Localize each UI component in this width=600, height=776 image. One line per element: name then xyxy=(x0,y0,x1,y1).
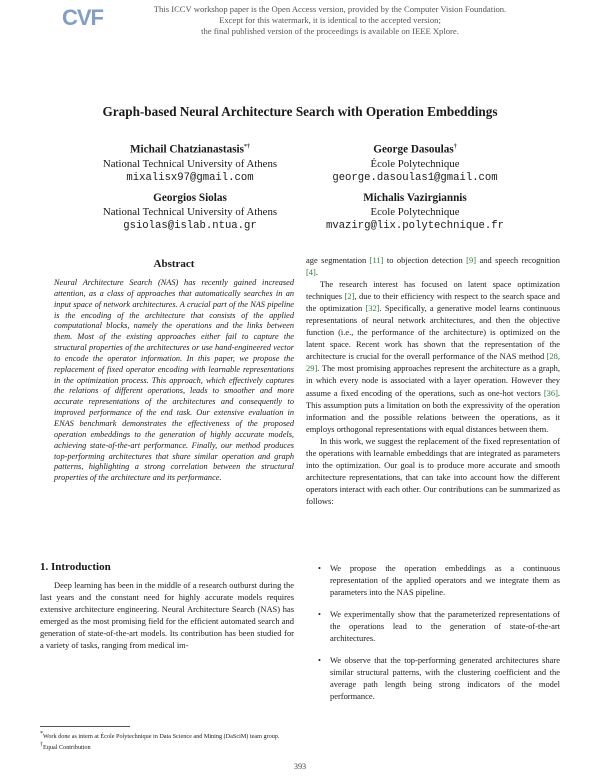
footnotes xyxy=(40,730,300,753)
intro-paragraph: Deep learning has been in the middle of a research outburst during the last years and the constant need for highly accurate models requires extensive architecture engineering. Neural Architecture Search (NAS) has emerged as the most promising field for the efficient automated search and generation of state-of-the-art models. Its contribution has been studied for a variety of tasks, ranging from medical im- xyxy=(40,580,294,651)
open-access-notice xyxy=(120,4,540,37)
citation-link[interactable]: [32] xyxy=(365,303,380,314)
notice-line: This ICCV workshop paper is the Open Access version, provided by the Computer Vision Foundation. xyxy=(153,4,507,14)
citation-link[interactable]: [2] xyxy=(344,291,355,302)
author-block xyxy=(290,191,540,233)
page-number: 393 xyxy=(293,762,307,771)
author-email: mixalisx97@gmail.com xyxy=(126,171,254,184)
intro-heading: 1. Introduction xyxy=(40,561,111,573)
author-affiliation: Ecole Polytechnique xyxy=(370,206,460,218)
author-marks: † xyxy=(453,144,457,150)
author-name: Michalis Vazirgiannis xyxy=(363,192,467,204)
abstract-heading: Abstract xyxy=(153,258,195,270)
notice-line: the final published version of the proceedings is available on IEEE Xplore. xyxy=(201,26,459,36)
cvf-logo: CVF xyxy=(62,5,103,30)
footnote: *Work done as intern at École Polytechnique in Data Science and Mining (DaSciM) team group. xyxy=(40,731,280,741)
author-affiliation: National Technical University of Athens xyxy=(102,157,278,170)
author-block xyxy=(70,140,310,185)
right-column xyxy=(306,254,560,507)
author-email: george.dasoulas1@gmail.com xyxy=(332,171,498,184)
right-paragraph-3: In this work, we suggest the replacement of the fixed representation of the operations with learnable embeddings that are integrated as parameters into the optimization. Our goal is to produce more accurate and smooth architecture representations, that can take into account how the different operators interact with each other. Our contributions can be summarized as follows: xyxy=(306,435,560,506)
paper-title: Graph-based Neural Architecture Search with Operation Embeddings xyxy=(102,104,498,119)
citation-link[interactable]: [4] xyxy=(306,267,316,278)
author-marks: *† xyxy=(244,144,251,150)
abstract-text: Neural Architecture Search (NAS) has recently gained increased attention, as a class of approaches that automatically searches in an input space of network architectures. A crucial part of the NAS pipeline is the encoding of the architecture that consists of the applied computational blocks, namely the operations and the links between them. Most of the existing approaches either fail to capture the structural properties of the architectures or use hand-engineered vector to encode the operator information. In this paper, we propose the replacement of fixed operator encoding with learnable representations in the optimization process. This approach, which effectively captures the relations of different operations, leads to smoother and more accurate representations of the architectures and consequently to improved performance of the end task. Our extensive evaluation in ENAS benchmark demonstrates the effectiveness of the proposed operation embeddings to the generation of highly accurate models, achieving state-of-the-art performance. Finally, our method produces top-performing architectures that share similar operation and graph patterns, highlighting a strong correlation between the structural properties of the architecture and its performance. xyxy=(54,278,294,483)
list-item: • We observe that the top-performing generated architectures share similar structural patterns, with the clustering coefficient and the average path length being strong indicators of the model performance. xyxy=(318,655,560,702)
citation-link[interactable]: [9] xyxy=(466,255,477,265)
author-email: gsiolas@islab.ntua.gr xyxy=(123,220,257,232)
contributions-list xyxy=(306,562,560,712)
author-affiliation: École Polytechnique xyxy=(370,157,460,170)
author-block xyxy=(290,140,540,185)
author-name: Michail Chatzianastasis xyxy=(129,143,245,156)
author-block xyxy=(70,191,310,233)
author-email: mvazirg@lix.polytechnique.fr xyxy=(325,220,504,232)
author-name: Georgios Siolas xyxy=(153,192,227,204)
footnote: †Equal Contribution xyxy=(40,742,91,752)
citation-link[interactable]: [28, 29] xyxy=(306,351,560,374)
citation-link[interactable]: [11] xyxy=(369,255,384,265)
author-affiliation: National Technical University of Athens xyxy=(102,206,278,218)
bullet-icon: • xyxy=(318,563,321,573)
bullet-icon: • xyxy=(318,609,321,620)
citation-link[interactable]: [36] xyxy=(543,387,558,398)
bullet-icon: • xyxy=(318,655,321,666)
list-item: • We propose the operation embeddings as a continuous representation of the applied operators and we integrate them as parameters into the NAS pipeline. xyxy=(318,563,560,598)
notice-line: Except for this watermark, it is identical to the accepted version; xyxy=(219,15,441,25)
footnote-divider xyxy=(40,726,130,727)
list-item: • We experimentally show that the parameterized representations of the operations lead to the generation of state-of-the-art architectures. xyxy=(318,609,560,644)
right-paragraph-1: age segmentation [11] to objection detection [9] and speech recognition [4]. xyxy=(306,255,560,278)
right-paragraph-2: The research interest has focused on latent space optimization techniques [2], due to their efficiency with respect to the search space and the optimization [32]. Specifically, a generative model learns continuous representations of neural network architectures, and then the objective function (i.e., the performance of the architecture) is optimized on the latent space. Recent work has shown that the representation of the architecture is crucial for the overall performance of the NAS method [28, 29]. The most promising approaches represent the architecture as a graph, in which every node is associated with a layer operation. However they assume a fixed encoding of the operations, such as one-hot vectors [36]. This assumption puts a limitation on both the expressivity of the operation information and the possible relations between the operations, as it employs orthogonal representations with equal distances between them. xyxy=(306,279,560,434)
intro-left-column xyxy=(40,579,294,651)
author-name: George Dasoulas xyxy=(373,143,454,156)
